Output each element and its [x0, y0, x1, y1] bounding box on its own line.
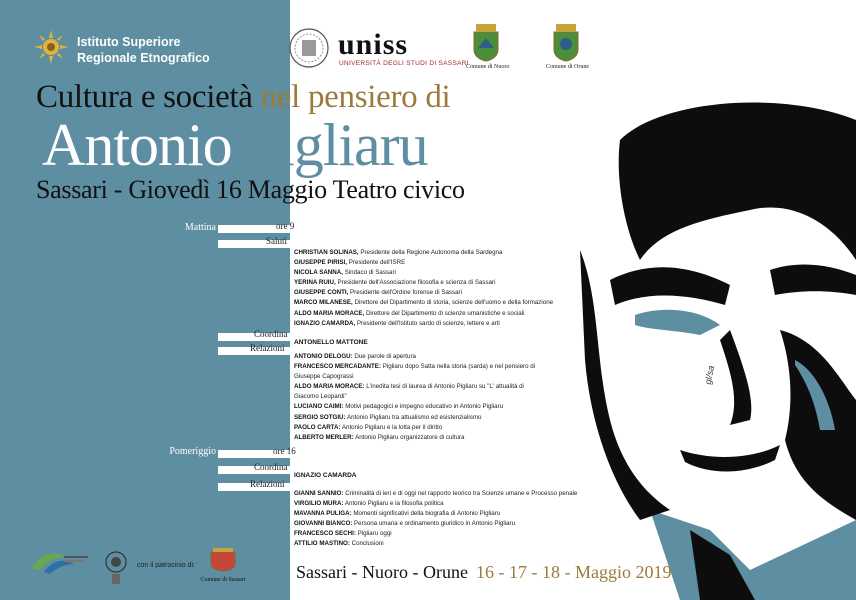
- list-item: FRANCESCO SECHI: Pigliaru oggi: [294, 530, 392, 538]
- institute-name: [77, 34, 210, 66]
- list-item: Giacomo Leopardi": [294, 393, 347, 401]
- ore-mattina-label: ore 9: [276, 221, 295, 231]
- list-item: GIANNI SANNIO: Criminalità di ieri e di oggi nel rapporto teorico tra Scienze umane e Processo penale: [294, 490, 578, 497]
- portrait-nose: [720, 330, 751, 425]
- foundation-emblem-icon: [104, 550, 128, 586]
- university-wordmark: uniss: [338, 28, 409, 61]
- list-item: GIUSEPPE CONTI, Presidente dell'Ordine forense di Sassari: [294, 289, 462, 297]
- portrait-illustration: [580, 100, 856, 600]
- comune-sassari-caption: Comune di Sassari: [200, 577, 246, 583]
- portrait-brow: [610, 267, 730, 305]
- title-honoree: [42, 110, 428, 180]
- patrocinio-label: con il patrocinio di:: [137, 562, 195, 569]
- portrait-cheek-shadow: [780, 330, 856, 520]
- title-line1-dark: Cultura e società: [36, 79, 253, 115]
- session-pomeriggio-label: Pomeriggio: [169, 446, 216, 457]
- ore-pomeriggio-label: ore 16: [273, 446, 296, 456]
- list-item: MAVANNA PULIGA: Momenti significativi della biografia di Antonio Pigliaru: [294, 510, 501, 518]
- relazioni-pomeriggio-list: [294, 489, 577, 550]
- event-cities: Sassari - Nuoro - Orune: [296, 562, 468, 582]
- portrait-eyes: [635, 310, 720, 335]
- comune-orune-caption: Comune di Orune: [546, 64, 589, 70]
- session-mattina-label: Mattina: [184, 222, 216, 233]
- sponsor-logo-icon: [30, 546, 90, 576]
- list-item: SERGIO SOTGIU: Antonio Pigliaru tra attualismo ed esistenzialismo: [294, 413, 482, 421]
- list-item: GIOVANNI BIANCO: Persona umana e ordinamento giuridico in Antonio Pigliaru: [294, 520, 516, 528]
- portrait-brow-right: [770, 265, 856, 295]
- list-item: ALBERTO MERLER: Antonio Pigliaru organizzatore di cultura: [294, 433, 465, 441]
- artist-signature: gl/sa: [702, 364, 717, 386]
- list-item: CHRISTIAN SOLINAS, Presidente della Regione Autonoma della Sardegna: [294, 249, 503, 256]
- list-item: LUCIANO CAIMI: Motivi pedagogici e impegno educativo in Antonio Pigliaru: [294, 403, 504, 411]
- saluti-label: Saluti: [266, 236, 288, 246]
- sun-emblem-icon: [34, 30, 68, 64]
- list-item: ALDO MARIA MORACE, Direttore del Dipartimento di scienze umanistiche e sociali: [294, 309, 525, 317]
- coordina-pomeriggio-label: Coordina: [254, 462, 288, 472]
- coordina-mattina-label: Coordina: [254, 329, 288, 339]
- list-item: FRANCESCO MERCADANTE: Pigliaru dopo Satta nella storia (sarda) e nel pensiero di: [294, 363, 536, 371]
- relazioni-mattina-list: [294, 352, 535, 443]
- sassari-crest-icon: [209, 548, 237, 572]
- list-item: PAOLO CARTA: Antonio Pigliaru e la lotta per il diritto: [294, 423, 443, 431]
- university-seal-icon: [288, 26, 330, 70]
- title-line1-accent: nel pensiero di: [260, 79, 451, 115]
- list-item: YERINA RUIU, Presidente dell'Associazione filosofia e scienza di Sassari: [294, 279, 496, 287]
- portrait-mouth: [680, 445, 780, 472]
- institute-line2: Regionale Etnografico: [77, 51, 210, 65]
- orune-crest-icon: [550, 22, 582, 62]
- coordina-mattina-name: ANTONELLO MATTONE: [294, 339, 368, 346]
- list-item: GIUSEPPE PIRISI, Presidente dell'ISRE: [294, 259, 406, 267]
- title-subtitle: Sassari - Giovedì 16 Maggio Teatro civico: [36, 175, 465, 204]
- list-item: VIRGILIO MURA: Antonio Pigliaru e la filosofia politica: [294, 500, 444, 508]
- list-item: ALDO MARIA MORACE: L'inedita tesi di laurea di Antonio Pigliaru su "L' attualità di: [294, 383, 524, 391]
- nuoro-crest-icon: [470, 22, 502, 62]
- comune-nuoro-caption: Comune di Nuoro: [466, 64, 510, 70]
- relazioni-mattina-label: Relazioni: [250, 343, 285, 353]
- list-item: NICOLA SANNA, Sindaco di Sassari: [294, 269, 396, 277]
- honoree-first-name: Antonio: [42, 112, 232, 178]
- portrait-collar: [690, 530, 755, 600]
- portrait-shirt: [650, 510, 856, 600]
- saluti-list: [294, 248, 553, 329]
- university-subtitle: UNIVERSITÀ DEGLI STUDI DI SASSARI: [339, 60, 469, 67]
- comune-nuoro-logo: [466, 22, 510, 70]
- list-item: ANTONIO DELOGU: Due parole di apertura: [294, 353, 416, 360]
- relazioni-pomeriggio-label: Relazioni: [250, 479, 285, 489]
- portrait-hair: [619, 103, 856, 260]
- list-item: Giuseppe Capograssi: [294, 373, 354, 381]
- coordina-pomeriggio-name: IGNAZIO CAMARDA: [294, 472, 357, 479]
- institute-line1: Istituto Superiore: [77, 35, 181, 49]
- list-item: ATTILIO MASTINO: Conclusioni: [294, 540, 384, 548]
- list-item: MARCO MILANESE, Direttore del Dipartimento di storia, scienze dell'uomo e della formazione: [294, 299, 554, 307]
- comune-sassari-logo: [200, 548, 246, 583]
- event-dates: 16 - 17 - 18 - Maggio 2019: [476, 562, 672, 582]
- honoree-last-name: Pigliaru: [245, 112, 428, 178]
- list-item: IGNAZIO CAMARDA, Presidente dell'Istituto sardo di scienze, lettere e arti: [294, 319, 500, 327]
- comune-orune-logo: [546, 22, 589, 70]
